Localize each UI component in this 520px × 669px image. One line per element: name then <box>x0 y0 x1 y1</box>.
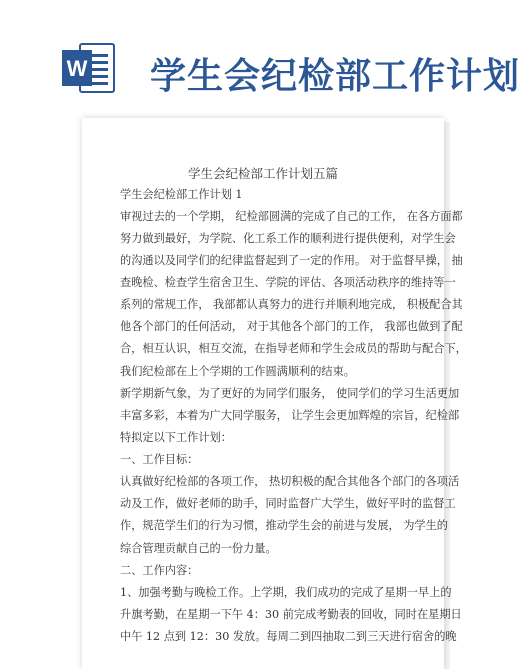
document-line: 作，规范学生们的行为习惯，推动学生会的前进与发展， 为学生的 <box>120 519 448 532</box>
document-line: 中午 12 点到 12：30 发放。每周二到四抽取二到三天进行宿舍的晚 <box>120 630 457 643</box>
document-line: 升旗考勤，在星期一下午 4：30 前完成考勤表的回收，同时在星期日 <box>120 608 462 621</box>
document-line: 他各个部门的任何活动， 对于其他各个部门的工作， 我部也做到了配 <box>120 320 463 333</box>
document-line: 系列的常规工作， 我部都认真努力的进行并顺利地完成， 积极配合其 <box>120 298 463 311</box>
document-line: 一、工作目标： <box>120 453 199 466</box>
document-line: 综合管理贡献自己的一份力量。 <box>120 542 277 555</box>
document-line: 丰富多彩，本着为广大同学服务， 让学生会更加辉煌的宗旨，纪检部 <box>120 409 460 422</box>
document-title: 学生会纪检部工作计划五篇 <box>187 166 338 181</box>
document-line: 查晚检、检查学生宿舍卫生、学院的评估、各项活动秩序的维持等一 <box>120 276 456 289</box>
document-line: 努力做到最好，为学院、化工系工作的顺利进行提供便利，对学生会 <box>120 232 456 245</box>
document-page <box>82 118 467 669</box>
word-document-icon <box>62 42 116 94</box>
document-line: 特拟定以下工作计划： <box>120 431 232 444</box>
document-line: 二、工作内容： <box>120 564 199 577</box>
document-line: 认真做好纪检部的各项工作， 热切积极的配合其他各个部门的各项活 <box>120 475 460 488</box>
document-line: 我们纪检部在上个学期的工作圆满顺利的结束。 <box>120 365 355 378</box>
document-line: 1、加强考勤与晚检工作。上学期，我们成功的完成了星期一早上的 <box>120 586 452 599</box>
word-icon-letter: W <box>66 56 88 81</box>
document-line: 合，相互认识，相互交流，在指导老师和学生会成员的帮助与配合下， <box>120 342 467 355</box>
document-line: 新学期新气象，为了更好的为同学们服务， 使同学们的学习生活更加 <box>120 387 460 400</box>
document-line: 动及工作，做好老师的助手，同时监督广大学生，做好平时的监督工 <box>120 497 456 510</box>
banner-title: 学生会纪检部工作计划 <box>150 56 520 97</box>
header-banner <box>0 0 520 110</box>
document-line: 的沟通以及同学们的纪律监督起到了一定的作用。 对于监督早操， 抽 <box>120 254 463 267</box>
document-line: 学生会纪检部工作计划 1 <box>120 188 243 201</box>
document-line: 审视过去的一个学期， 纪检部圆满的完成了自己的工作， 在各方面都 <box>120 210 463 223</box>
